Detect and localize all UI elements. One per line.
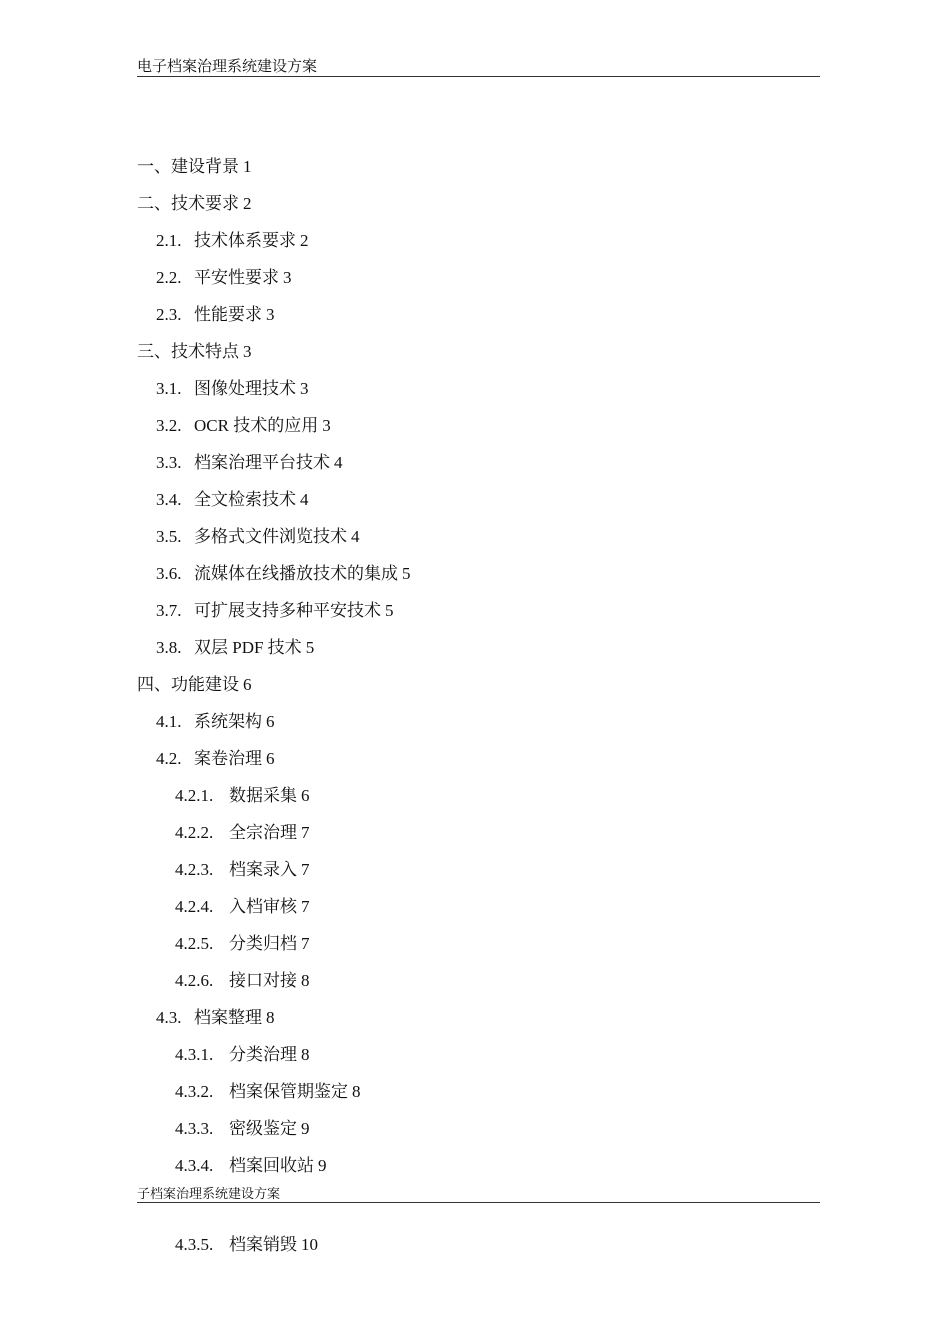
toc-entry[interactable]: [137, 413, 820, 450]
toc-entry-page: 3: [322, 416, 331, 435]
table-of-contents: [137, 154, 820, 1190]
toc-entry[interactable]: [137, 783, 820, 820]
toc-entry-number: 3.1.: [156, 379, 182, 398]
toc-entry-page: 6: [266, 712, 275, 731]
toc-entry[interactable]: [137, 1116, 820, 1153]
toc-entry[interactable]: [137, 228, 820, 265]
toc-entry[interactable]: [137, 1079, 820, 1116]
toc-entry-page: 4: [351, 527, 360, 546]
toc-entry-number: 4.1.: [156, 712, 182, 731]
toc-entry-title: 技术特点: [171, 342, 239, 361]
toc-entry-number: 4.2.3.: [175, 860, 214, 879]
toc-entry-title: 案卷治理: [194, 749, 262, 768]
toc-entry-title: 可扩展支持多种平安技术: [194, 601, 381, 620]
running-header: [137, 58, 820, 77]
toc-entry[interactable]: [137, 746, 820, 783]
toc-entry-number: 二、: [137, 194, 171, 213]
toc-entry-number: 4.3.1.: [175, 1045, 214, 1064]
toc-entry-title: 档案录入: [229, 860, 297, 879]
toc-entry[interactable]: [137, 265, 820, 302]
toc-entry-number: 4.2.1.: [175, 786, 214, 805]
header-title: 电子档案治理系统建设方案: [137, 59, 318, 75]
toc-entry-title: 分类归档: [229, 934, 297, 953]
toc-entry-page: 9: [301, 1119, 310, 1138]
toc-entry-page: 7: [301, 860, 310, 879]
toc-entry-title: 数据采集: [229, 786, 297, 805]
toc-entry-page: 3: [283, 268, 292, 287]
toc-entry-number: 4.3.2.: [175, 1082, 214, 1101]
toc-entry-page: 3: [300, 379, 309, 398]
toc-entry-number: 3.8.: [156, 638, 182, 657]
toc-entry-page: 9: [318, 1156, 327, 1175]
toc-entry[interactable]: [137, 1042, 820, 1079]
toc-entry-number: 2.1.: [156, 231, 182, 250]
toc-entry-title: 档案回收站: [229, 1156, 314, 1175]
toc-entry-title: 性能要求: [194, 305, 262, 324]
toc-entry-title: 流媒体在线播放技术的集成: [194, 564, 398, 583]
toc-entry-number: 一、: [137, 157, 171, 176]
toc-entry-page: 2: [300, 231, 309, 250]
toc-entry[interactable]: [137, 450, 820, 487]
toc-entry-number: 4.2.: [156, 749, 182, 768]
toc-entry-number: 2.3.: [156, 305, 182, 324]
toc-entry-number: 4.2.4.: [175, 897, 214, 916]
toc-entry-number: 4.2.2.: [175, 823, 214, 842]
toc-entry-page: 1: [243, 157, 252, 176]
toc-entry-number: 四、: [137, 675, 171, 694]
toc-entry-number: 4.3.4.: [175, 1156, 214, 1175]
toc-entry-title: 双层 PDF 技术: [194, 638, 302, 657]
toc-entry[interactable]: [137, 672, 820, 709]
toc-entry-title: 入档审核: [229, 897, 297, 916]
toc-entry-page: 5: [385, 601, 394, 620]
toc-entry[interactable]: [137, 302, 820, 339]
toc-entry-title: 接口对接: [229, 971, 297, 990]
toc-entry-number: 三、: [137, 342, 171, 361]
toc-entry-title: OCR 技术的应用: [194, 416, 319, 435]
toc-entry-page: 7: [301, 897, 310, 916]
toc-entry-title: 密级鉴定: [229, 1119, 297, 1138]
toc-entry[interactable]: [137, 339, 820, 376]
toc-entry-page: 10: [301, 1235, 318, 1254]
toc-entry-number: 4.3.3.: [175, 1119, 214, 1138]
table-of-contents-continued: [137, 1232, 820, 1269]
toc-entry-title: 技术体系要求: [194, 231, 296, 250]
toc-entry[interactable]: [137, 376, 820, 413]
toc-entry[interactable]: [137, 635, 820, 672]
toc-entry-number: 3.5.: [156, 527, 182, 546]
toc-entry-page: 3: [266, 305, 275, 324]
toc-entry-page: 6: [266, 749, 275, 768]
toc-entry-number: 4.2.5.: [175, 934, 214, 953]
toc-entry-title: 图像处理技术: [194, 379, 296, 398]
toc-entry-number: 3.3.: [156, 453, 182, 472]
toc-entry[interactable]: [137, 191, 820, 228]
toc-entry-title: 建设背景: [171, 157, 239, 176]
toc-entry-title: 功能建设: [171, 675, 239, 694]
toc-entry-page: 4: [334, 453, 343, 472]
toc-entry-page: 3: [243, 342, 252, 361]
toc-entry-page: 8: [266, 1008, 275, 1027]
toc-entry-number: 3.4.: [156, 490, 182, 509]
toc-entry-page: 6: [301, 786, 310, 805]
toc-entry-title: 多格式文件浏览技术: [194, 527, 347, 546]
toc-entry[interactable]: [137, 857, 820, 894]
toc-entry[interactable]: [137, 1232, 820, 1269]
toc-entry-title: 平安性要求: [194, 268, 279, 287]
toc-entry-title: 系统架构: [194, 712, 262, 731]
toc-entry-title: 全文检索技术: [194, 490, 296, 509]
toc-entry-number: 3.2.: [156, 416, 182, 435]
toc-entry[interactable]: [137, 154, 820, 191]
toc-entry[interactable]: [137, 524, 820, 561]
toc-entry[interactable]: [137, 487, 820, 524]
toc-entry-page: 5: [402, 564, 411, 583]
toc-entry-number: 4.3.: [156, 1008, 182, 1027]
page-break-header-title: 子档案治理系统建设方案: [137, 1186, 281, 1201]
toc-entry-number: 2.2.: [156, 268, 182, 287]
toc-entry[interactable]: [137, 931, 820, 968]
toc-entry-page: 7: [301, 823, 310, 842]
toc-entry-page: 7: [301, 934, 310, 953]
toc-entry-title: 技术要求: [171, 194, 239, 213]
toc-entry[interactable]: [137, 561, 820, 598]
toc-entry-title: 档案治理平台技术: [194, 453, 330, 472]
toc-entry-page: 2: [243, 194, 252, 213]
toc-entry[interactable]: [137, 1153, 820, 1190]
toc-entry-title: 档案整理: [194, 1008, 262, 1027]
toc-entry-title: 全宗治理: [229, 823, 297, 842]
toc-entry-number: 3.6.: [156, 564, 182, 583]
toc-entry-page: 8: [301, 1045, 310, 1064]
toc-entry-page: 5: [305, 638, 315, 657]
toc-entry[interactable]: [137, 894, 820, 931]
toc-entry-page: 8: [301, 971, 310, 990]
toc-entry[interactable]: [137, 598, 820, 635]
toc-entry-number: 4.3.5.: [175, 1235, 214, 1254]
toc-entry-page: 6: [243, 675, 252, 694]
toc-entry[interactable]: [137, 968, 820, 1005]
page-break-header: [137, 1186, 820, 1203]
toc-entry[interactable]: [137, 709, 820, 746]
toc-entry-page: 8: [352, 1082, 361, 1101]
toc-entry-number: 3.7.: [156, 601, 182, 620]
toc-entry-number: 4.2.6.: [175, 971, 214, 990]
toc-entry-title: 分类治理: [229, 1045, 297, 1064]
toc-entry[interactable]: [137, 820, 820, 857]
toc-entry-title: 档案保管期鉴定: [229, 1082, 348, 1101]
toc-entry[interactable]: [137, 1005, 820, 1042]
toc-entry-page: 4: [300, 490, 309, 509]
toc-entry-title: 档案销毁: [229, 1235, 297, 1254]
